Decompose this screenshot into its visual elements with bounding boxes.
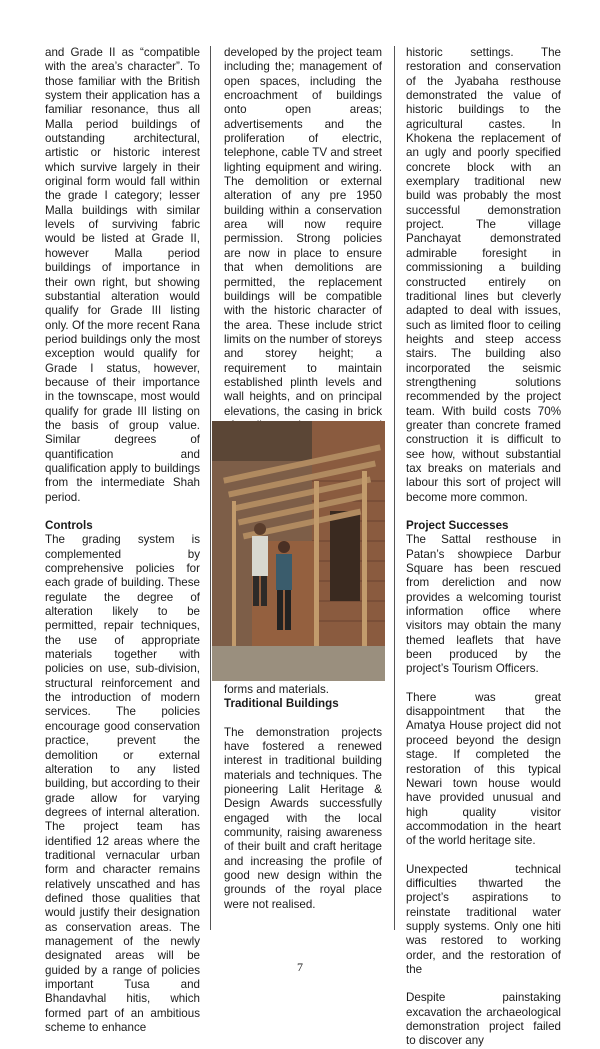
paragraph: forms and materials. — [224, 683, 330, 696]
text-column-1 — [45, 46, 200, 1035]
column-divider — [394, 46, 395, 930]
section-heading-controls: Controls — [45, 519, 93, 532]
section-heading-project-successes: Project Successes — [406, 519, 509, 532]
paragraph: Despite painstaking excavation the archaeological demonstration project failed to discover any — [406, 991, 561, 1048]
construction-photo — [212, 421, 385, 681]
paragraph: historic settings. The restoration and conservation of the Jyabaha resthouse demonstrated the value of historic buildings to the agricultural castes. In Khokena the replacement of an ugly and poorly specified concrete block with an exemplary traditional new build was probably the most successful demonstration project. The village Panchayat demonstrated admirable foresight in commissioning a building constructed entirely on traditional lines but cleverly adapted to deal with issues, such as limited floor to ceiling heights and steep access stairs. The building also incorporated the seismic strengthening solutions recommended by the project team. With build costs 70% greater than concrete framed construction it is difficult to see how, without substantial tax breaks on materials and labour this sort of project will become more common. — [406, 46, 561, 504]
paragraph: The Sattal resthouse in Patan’s showpiece Darbur Square has been rescued from dereliction and now provides a welcoming tourist information office where visitors may obtain the many themed leaflets that have been produced by the project’s Tourism Officers. — [406, 533, 561, 676]
paragraph: The grading system is complemented by comprehensive policies for each grade of building. These regulate the degree of alteration likely to be permitted, repair techniques, the use of appropriate materials together with policies on use, sub-division, structural reinforcement and the introduction of modern services. The policies encourage good conservation practice, prevent the demolition or external alteration to any listed building, but according to their grade allow for varying degrees of internal alteration. The project team has identified 12 areas where the traditional vernacular urban form and character remains relatively unscathed and has defined those qualities that would justify their designation as conservation areas. The management of the newly designated areas will be guided by a range of policies important Tusa and Bhandavhal hitis, which formed part of an ambitious scheme to enhance — [45, 533, 200, 1035]
page-number: 7 — [297, 960, 303, 974]
section-heading-traditional-buildings: Traditional Buildings — [224, 697, 339, 711]
text-column-2-continued — [224, 683, 382, 912]
paragraph: There was great disappointment that the Amatya House project did not proceed beyond the design stage. If completed the restoration of this typical Newari town house would have provided unusual and high quality visitor accommodation in the heart of the world heritage site. — [406, 690, 561, 848]
paragraph: Unexpected technical difficulties thwarted the project’s aspirations to reinstate traditional water supply systems. Only one hiti was restored to working order, and the restoration of the — [406, 862, 561, 976]
text-column-3 — [406, 46, 561, 1049]
column-divider — [210, 46, 211, 930]
paragraph: The demonstration projects have fostered a renewed interest in traditional building materials and techniques. The pioneering Lalit Heritage & Design Awards successfully engaged with the local community, raising awareness of their built and craft heritage and increasing the profile of good new design within the grounds of the royal place were not realised. — [224, 725, 382, 911]
paragraph: and Grade II as “compatible with the area’s character”. To those familiar with the British system their application has a familiar resonance, thus all Malla period buildings of outstanding architectural, artistic or historic interest which survive largely in their original form would fall within the grade I category; lesser Malla buildings with similar levels of surviving fabric would be listed at Grade II, however Malla period buildings of importance in their own right, but showing substantial alteration would qualify for Grade III listing only. Of the more recent Rana period buildings only the most exception would qualify for Grade I status, however, because of their importance in the townscape, most would qualify for grade III listing on the basis of group value. Similar degrees of quantification and qualification apply to buildings from the intermediate Shah period. — [45, 46, 200, 504]
paragraph: developed by the project team including the; management of open spaces, including the encroachment of buildings onto open areas; advertisements and the proliferation of electric, telephone, cable TV and street lighting equipment and wiring. The demolition or external alteration of any pre 1950 building within a conservation area will now require permission. Strong policies are now in place to ensure that when demolitions are permitted, the replacement buildings will be compatible with the historic character of the area. These include strict limits on the number of storeys and storey height; a requirement to maintain established plinth levels and wall heights, and on principal elevations, the casing in brick — [224, 46, 382, 418]
text-column-2 — [224, 46, 382, 462]
